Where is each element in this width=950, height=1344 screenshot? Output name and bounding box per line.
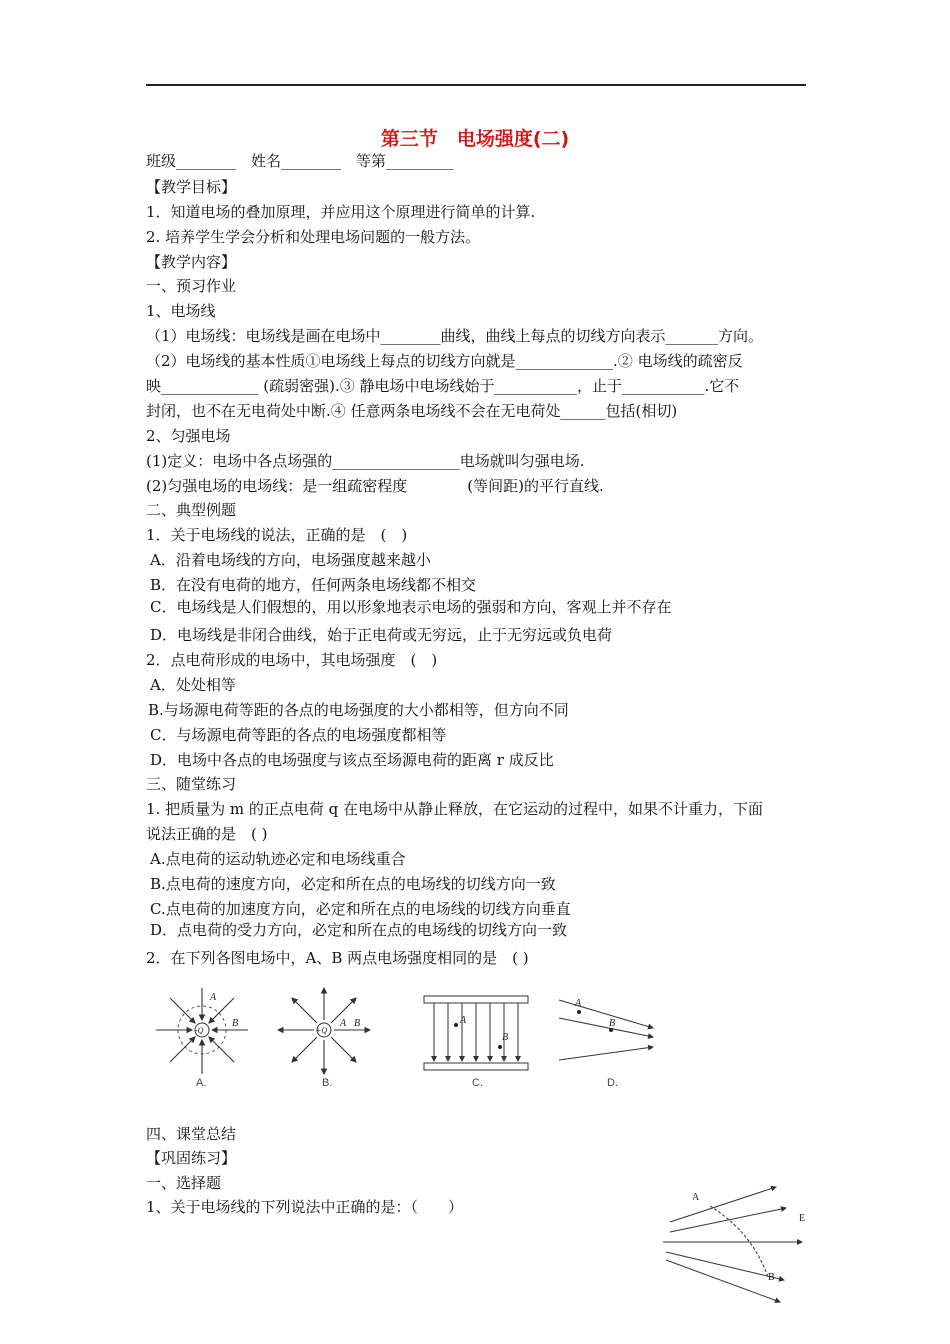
figure-caption: C.: [472, 1077, 483, 1089]
text-line: （1）电场线：电场线是画在电场中________曲线，曲线上每点的切线方向表示_______方向。: [146, 327, 764, 345]
label-a: A: [460, 1015, 467, 1026]
option: B.点电荷的速度方向，必定和所在点的电场线的切线方向一致: [150, 875, 556, 893]
label-b: B: [768, 1272, 775, 1283]
section-heading: 【教学内容】: [146, 253, 237, 271]
section-heading: 一、预习作业: [146, 277, 237, 295]
question: 1．关于电场线的说法，正确的是 ( ): [146, 526, 408, 544]
section-heading: 【教学目标】: [146, 178, 237, 196]
question: 说法正确的是 ( ): [146, 825, 268, 843]
section-heading: 二、典型例题: [146, 501, 237, 519]
option: B．在没有电荷的地方，任何两条电场线都不相交: [150, 576, 477, 594]
figure-a-negative-charge: [150, 982, 255, 1090]
goal-item: 1．知道电场的叠加原理，并应用这个原理进行简单的计算.: [146, 203, 536, 221]
label-a: A: [340, 1018, 347, 1029]
text-line: 映_____________ (疏弱密强).③ 静电场中电场线始于___________，止于___________.它不: [146, 377, 740, 395]
label-b: B: [502, 1032, 509, 1043]
option: B.与场源电荷等距的各点的电场强度的大小都相等，但方向不同: [148, 701, 569, 719]
label-a: A: [210, 992, 217, 1003]
section-heading: 一、选择题: [146, 1174, 222, 1192]
charge-label: -Q: [195, 1026, 204, 1035]
section-heading: 【巩固练习】: [146, 1149, 237, 1167]
label-a: A: [692, 1192, 700, 1203]
question: 1、关于电场线的下列说法中正确的是：（ ）: [146, 1198, 464, 1216]
label-b: B: [609, 1018, 616, 1029]
option: D．点电荷的受力方向，必定和所在点的电场线的切线方向一致: [150, 921, 568, 939]
option: A．沿着电场线的方向，电场强度越来越小: [150, 551, 431, 569]
text-line: （2）电场线的基本性质①电场线上每点的切线方向就是_____________.② 电场线的疏密反: [146, 352, 743, 370]
option: A．处处相等: [150, 676, 236, 694]
page-title: 第三节 电场强度(二): [380, 128, 570, 150]
subsection-heading: 1、电场线: [146, 302, 216, 320]
label-b: B: [232, 1018, 239, 1029]
header-rule: [146, 84, 806, 86]
label-b: B: [354, 1018, 361, 1029]
text-line: (1)定义：电场中各点场强的_________________电场就叫匀强电场.: [146, 452, 585, 470]
charge-label: +Q: [316, 1026, 328, 1035]
question: 2．在下列各图电场中，A、B 两点电场强度相同的是 ( ): [146, 949, 529, 967]
option: D．电场线是非闭合曲线，始于正电荷或无穷远，止于无穷远或负电荷: [150, 626, 613, 644]
question: 1. 把质量为 m 的正点电荷 q 在电场中从静止释放，在它运动的过程中，如果不计重力，下面: [146, 800, 763, 818]
text-line: (2)匀强电场的电场线：是一组疏密程度 (等间距)的平行直线.: [146, 477, 604, 495]
option: A.点电荷的运动轨迹必定和电场线重合: [150, 850, 406, 868]
label-a: A: [575, 998, 582, 1009]
figure-c-uniform-field: [420, 992, 532, 1090]
figure-e-field-lines: [658, 1180, 818, 1308]
figure-caption: A.: [196, 1077, 207, 1089]
option: D．电场中各点的电场强度与该点至场源电荷的距离 r 成反比: [150, 751, 554, 769]
section-heading: 三、随堂练习: [146, 775, 237, 793]
figure-d-diverging-field: [553, 990, 658, 1090]
figure-caption: B.: [322, 1077, 333, 1089]
text-line: 封闭，也不在无电荷处中断.④ 任意两条电场线不会在无电荷处______包括(相切): [146, 402, 678, 420]
figure-caption: D.: [607, 1077, 618, 1089]
question: 2．点电荷形成的电场中，其电场强度 ( ): [146, 651, 438, 669]
goal-item: 2. 培养学生学会分析和处理电场问题的一般方法。: [146, 228, 481, 246]
label-e: E: [799, 1213, 806, 1224]
subsection-heading: 2、匀强电场: [146, 427, 231, 445]
figure-b-positive-charge: [272, 982, 377, 1090]
student-info-line: 班级________ 姓名________ 等第_________: [146, 152, 454, 170]
option: C．与场源电荷等距的各点的电场强度都相等: [150, 726, 447, 744]
option: C.点电荷的加速度方向，必定和所在点的电场线的切线方向垂直: [150, 900, 571, 918]
option: C．电场线是人们假想的，用以形象地表示电场的强弱和方向，客观上并不存在: [150, 598, 672, 616]
section-heading: 四、课堂总结: [146, 1125, 237, 1143]
